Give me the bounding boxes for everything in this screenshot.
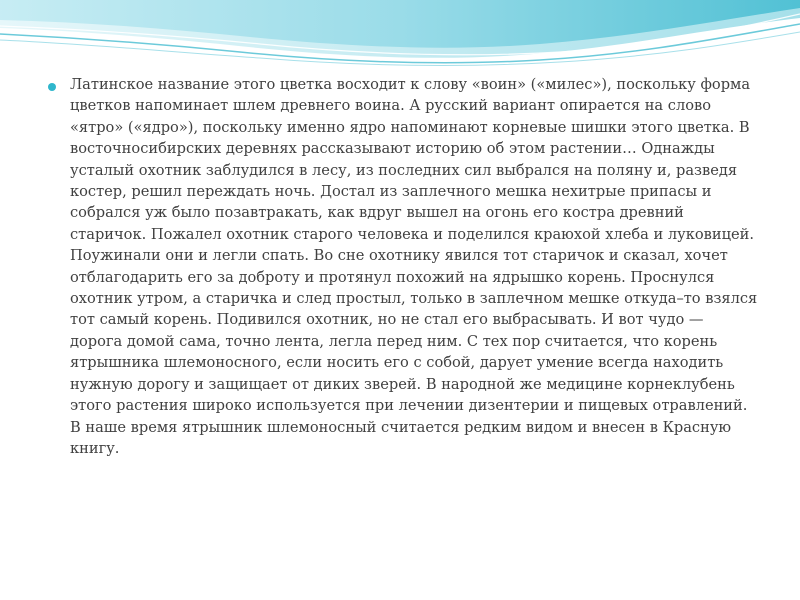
paragraph-1: Латинское название этого цветка восходит к слову «воин» («милес»), поскольку форма цветков напоминает шлем древнего воина. А русский вариант опирается на слово «ятро» («ядро»), поскольку именно ядро напоминают корневые шишки этого цветка. В восточносибирских деревнях рассказывают историю об этом растении… Однажды усталый охотник заблудился в лесу, из последних сил выбрался на поляну и, разведя костер, решил переждать ночь. Достал из заплечного мешка нехитрые припасы и собрался уж было позавтракать, как вдруг вышел на огонь его костра древний старичок. Пожалел охотник старого человека и поделился краюхой хлеба и луковицей. Поужинали они и легли спать. Во сне охотнику явился тот старичок и сказал, хочет отблагодарить его за доброту и протянул похожий на ядрышко корень. Проснулся охотник утром, а старичка и след простыл, только в заплечном мешке откуда–то взялся тот самый корень. Подивился охотник, но не стал его выбрасывать. И вот чудо — дорога домой сама, точно лента, легла перед ним. С тех пор считается, что корень ятрышника шлемоносного, если носить его с собой, дарует умение всегда находить нужную дорогу и защищает от диких зверей. В народной же медицине корнеклубень этого растения широко используется при лечении дизентерии и пищевых отравлений. (70, 76, 758, 415)
text-body (48, 74, 760, 459)
bullet-item (48, 74, 760, 459)
bullet-dot-icon (48, 83, 56, 91)
body-text (70, 74, 760, 459)
wave-decoration (0, 0, 800, 75)
paragraph-2: В наше время ятрышник шлемоносный считается редким видом и внесен в Красную книгу. (70, 418, 732, 457)
